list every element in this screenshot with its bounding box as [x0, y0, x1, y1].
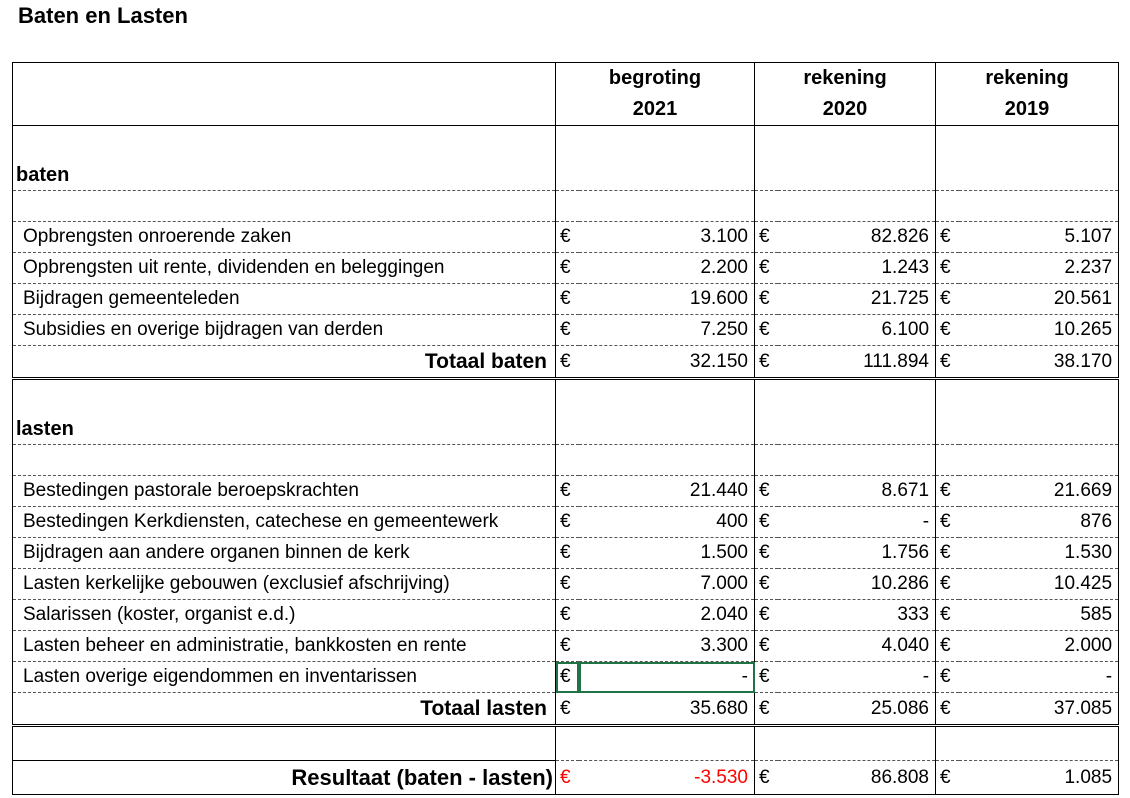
- currency-symbol[interactable]: €: [936, 600, 959, 631]
- currency-symbol[interactable]: €: [556, 346, 579, 379]
- amount-cell[interactable]: 7.250: [579, 315, 755, 346]
- row-label[interactable]: Bijdragen gemeenteleden: [13, 284, 556, 315]
- amount-cell[interactable]: 3.100: [579, 222, 755, 253]
- spacer-row: [13, 726, 1119, 761]
- currency-symbol[interactable]: €: [755, 507, 778, 538]
- total-baten-row: [13, 346, 1119, 379]
- currency-symbol[interactable]: €: [755, 662, 778, 693]
- amount-cell[interactable]: 3.300: [579, 631, 755, 662]
- currency-symbol[interactable]: €: [936, 693, 959, 726]
- row-label[interactable]: Salarissen (koster, organist e.d.): [13, 600, 556, 631]
- column-header-begroting-2021[interactable]: [556, 63, 755, 126]
- spacer-row: [13, 445, 1119, 476]
- row-label[interactable]: Lasten kerkelijke gebouwen (exclusief afschrijving): [13, 569, 556, 600]
- currency-symbol[interactable]: €: [556, 693, 579, 726]
- amount-cell[interactable]: 32.150: [579, 346, 755, 379]
- amount-cell[interactable]: 82.826: [778, 222, 936, 253]
- amount-cell[interactable]: 35.680: [579, 693, 755, 726]
- currency-symbol[interactable]: €: [936, 346, 959, 379]
- currency-symbol[interactable]: €: [936, 631, 959, 662]
- currency-symbol[interactable]: €: [755, 346, 778, 379]
- empty-cell[interactable]: [936, 191, 1119, 222]
- row-label[interactable]: Opbrengsten uit rente, dividenden en beleggingen: [13, 253, 556, 284]
- column-header-line2: 2020: [822, 98, 868, 120]
- amount-cell[interactable]: 25.086: [778, 693, 936, 726]
- result-amount[interactable]: -3.530: [579, 761, 755, 795]
- currency-symbol[interactable]: €: [755, 761, 778, 795]
- header-empty-cell[interactable]: [13, 63, 556, 126]
- amount-cell[interactable]: 1.756: [778, 538, 936, 569]
- table-row: [13, 600, 1119, 631]
- amount-cell[interactable]: 333: [778, 600, 936, 631]
- amount-cell[interactable]: 6.100: [778, 315, 936, 346]
- empty-cell[interactable]: [13, 191, 556, 222]
- amount-cell[interactable]: 7.000: [579, 569, 755, 600]
- amount-cell[interactable]: 2.200: [579, 253, 755, 284]
- row-label[interactable]: Subsidies en overige bijdragen van derden: [13, 315, 556, 346]
- section-heading[interactable]: baten: [13, 126, 556, 191]
- amount-cell[interactable]: 1.530: [959, 538, 1119, 569]
- amount-cell[interactable]: 1.243: [778, 253, 936, 284]
- amount-cell[interactable]: 876: [959, 507, 1119, 538]
- total-label[interactable]: Totaal lasten: [13, 693, 556, 726]
- currency-symbol[interactable]: €: [936, 222, 959, 253]
- amount-cell[interactable]: 38.170: [959, 346, 1119, 379]
- empty-cell[interactable]: [556, 445, 755, 476]
- currency-symbol[interactable]: €: [936, 569, 959, 600]
- empty-cell[interactable]: [13, 445, 556, 476]
- currency-symbol[interactable]: €: [556, 538, 579, 569]
- amount-cell[interactable]: 585: [959, 600, 1119, 631]
- result-amount[interactable]: 86.808: [778, 761, 936, 795]
- budget-table-body: [13, 63, 1119, 795]
- amount-cell[interactable]: 2.000: [959, 631, 1119, 662]
- currency-symbol[interactable]: €: [556, 253, 579, 284]
- currency-symbol[interactable]: €: [556, 315, 579, 346]
- column-header-rekening-2020[interactable]: [755, 63, 936, 126]
- amount-cell[interactable]: 10.265: [959, 315, 1119, 346]
- total-lasten-row: [13, 693, 1119, 726]
- empty-cell[interactable]: [755, 445, 936, 476]
- column-header-line1: rekening: [803, 67, 887, 89]
- empty-cell[interactable]: [556, 191, 755, 222]
- currency-symbol[interactable]: €: [755, 315, 778, 346]
- currency-symbol[interactable]: €: [755, 476, 778, 507]
- result-row: [13, 761, 1119, 795]
- table-row: [13, 253, 1119, 284]
- table-row: [13, 476, 1119, 507]
- section-baten-row: [13, 126, 1119, 191]
- amount-cell[interactable]: 10.286: [778, 569, 936, 600]
- currency-symbol[interactable]: €: [936, 662, 959, 693]
- currency-symbol[interactable]: €: [936, 315, 959, 346]
- currency-symbol[interactable]: €: [755, 284, 778, 315]
- total-label[interactable]: Totaal baten: [13, 346, 556, 379]
- amount-cell[interactable]: -: [959, 662, 1119, 693]
- currency-symbol[interactable]: €: [556, 222, 579, 253]
- empty-cell[interactable]: [936, 379, 1119, 445]
- currency-symbol[interactable]: €: [755, 693, 778, 726]
- selected-cell-amount[interactable]: -: [579, 662, 755, 693]
- table-row: [13, 569, 1119, 600]
- currency-symbol[interactable]: €: [556, 761, 579, 795]
- amount-cell[interactable]: 10.425: [959, 569, 1119, 600]
- currency-symbol[interactable]: €: [755, 222, 778, 253]
- empty-cell[interactable]: [556, 126, 755, 191]
- currency-symbol[interactable]: €: [755, 569, 778, 600]
- table-row: [13, 538, 1119, 569]
- section-lasten-row: [13, 379, 1119, 445]
- amount-cell[interactable]: -: [778, 662, 936, 693]
- currency-symbol[interactable]: €: [556, 284, 579, 315]
- amount-cell[interactable]: 19.600: [579, 284, 755, 315]
- amount-cell[interactable]: 2.237: [959, 253, 1119, 284]
- row-label[interactable]: Bestedingen pastorale beroepskrachten: [13, 476, 556, 507]
- table-row: [13, 507, 1119, 538]
- currency-symbol[interactable]: €: [936, 284, 959, 315]
- currency-symbol[interactable]: €: [755, 538, 778, 569]
- header-row: [13, 63, 1119, 126]
- row-label[interactable]: Bijdragen aan andere organen binnen de kerk: [13, 538, 556, 569]
- currency-symbol[interactable]: €: [936, 538, 959, 569]
- currency-symbol[interactable]: €: [556, 631, 579, 662]
- table-row: [13, 284, 1119, 315]
- currency-symbol[interactable]: €: [556, 569, 579, 600]
- column-header-line2: 2019: [1004, 98, 1050, 120]
- amount-cell[interactable]: 21.440: [579, 476, 755, 507]
- result-amount[interactable]: 1.085: [959, 761, 1119, 795]
- currency-symbol[interactable]: €: [936, 761, 959, 795]
- amount-cell[interactable]: -: [778, 507, 936, 538]
- table-row: [13, 631, 1119, 662]
- selected-cell-currency[interactable]: €: [556, 662, 579, 693]
- column-header-line1: begroting: [608, 67, 702, 89]
- amount-cell[interactable]: 400: [579, 507, 755, 538]
- column-header-line2: 2021: [632, 98, 678, 120]
- currency-symbol[interactable]: €: [556, 507, 579, 538]
- page-title: Baten en Lasten: [18, 3, 188, 28]
- result-label[interactable]: Resultaat (baten - lasten): [13, 761, 556, 795]
- empty-cell[interactable]: [13, 726, 556, 761]
- empty-cell[interactable]: [755, 126, 936, 191]
- empty-cell[interactable]: [556, 726, 755, 761]
- amount-cell[interactable]: 4.040: [778, 631, 936, 662]
- section-heading[interactable]: lasten: [13, 379, 556, 445]
- empty-cell[interactable]: [936, 126, 1119, 191]
- amount-cell[interactable]: 20.561: [959, 284, 1119, 315]
- table-row: [13, 662, 1119, 693]
- empty-cell[interactable]: [755, 191, 936, 222]
- empty-cell[interactable]: [556, 379, 755, 445]
- currency-symbol[interactable]: €: [755, 253, 778, 284]
- currency-symbol[interactable]: €: [936, 507, 959, 538]
- table-row: [13, 315, 1119, 346]
- currency-symbol[interactable]: €: [936, 476, 959, 507]
- budget-table: [12, 62, 1119, 795]
- currency-symbol[interactable]: €: [556, 600, 579, 631]
- amount-cell[interactable]: 111.894: [778, 346, 936, 379]
- amount-cell[interactable]: 2.040: [579, 600, 755, 631]
- amount-cell[interactable]: 21.669: [959, 476, 1119, 507]
- amount-cell[interactable]: 8.671: [778, 476, 936, 507]
- row-label[interactable]: Bestedingen Kerkdiensten, catechese en gemeentewerk: [13, 507, 556, 538]
- currency-symbol[interactable]: €: [755, 600, 778, 631]
- row-label[interactable]: Lasten overige eigendommen en inventarissen: [13, 662, 556, 693]
- table-row: [13, 222, 1119, 253]
- amount-cell[interactable]: 1.500: [579, 538, 755, 569]
- column-header-line1: rekening: [985, 67, 1069, 89]
- row-label[interactable]: Opbrengsten onroerende zaken: [13, 222, 556, 253]
- currency-symbol[interactable]: €: [936, 253, 959, 284]
- empty-cell[interactable]: [755, 379, 936, 445]
- amount-cell[interactable]: 5.107: [959, 222, 1119, 253]
- currency-symbol[interactable]: €: [755, 631, 778, 662]
- amount-cell[interactable]: 37.085: [959, 693, 1119, 726]
- currency-symbol[interactable]: €: [556, 476, 579, 507]
- empty-cell[interactable]: [936, 445, 1119, 476]
- amount-cell[interactable]: 21.725: [778, 284, 936, 315]
- column-header-rekening-2019[interactable]: [936, 63, 1119, 126]
- empty-cell[interactable]: [755, 726, 936, 761]
- spacer-row: [13, 191, 1119, 222]
- empty-cell[interactable]: [936, 726, 1119, 761]
- row-label[interactable]: Lasten beheer en administratie, bankkosten en rente: [13, 631, 556, 662]
